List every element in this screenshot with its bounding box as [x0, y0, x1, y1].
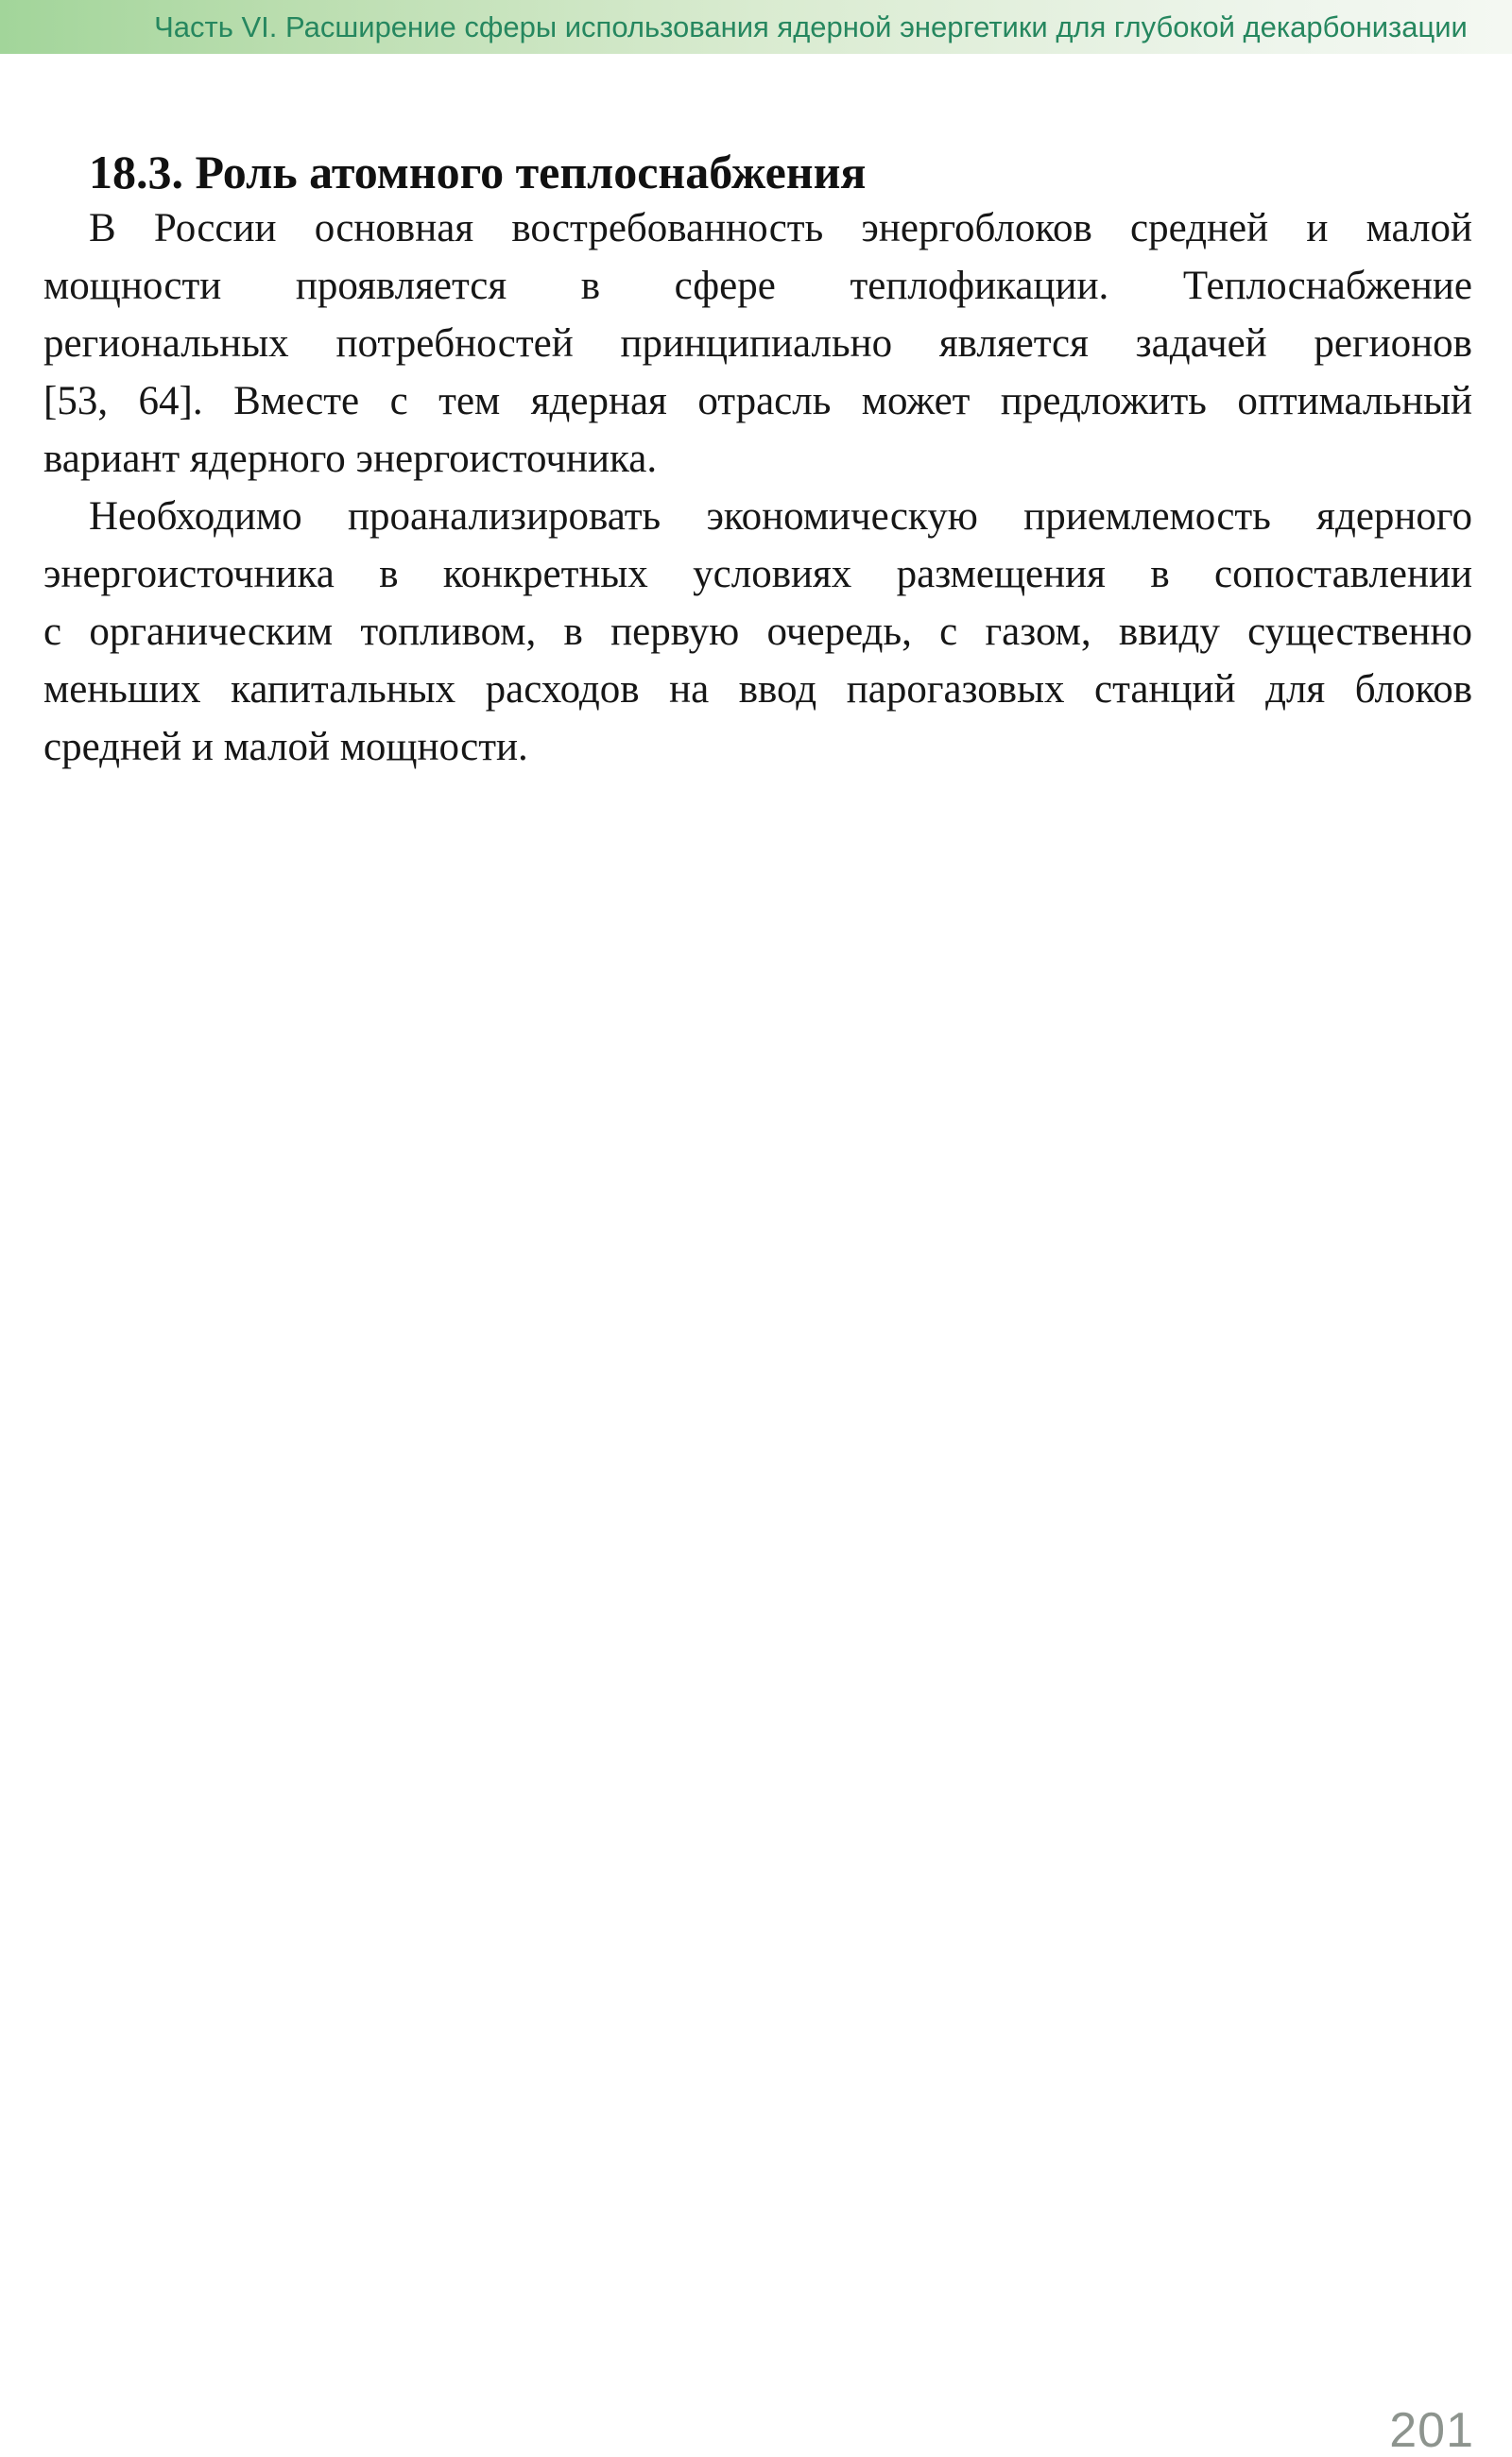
- page-content: [43, 145, 1472, 776]
- body-text: [43, 199, 1472, 776]
- text-line: с органическим топливом, в первую очередь, с газом, ввиду существенно: [43, 610, 1472, 654]
- page-number: 201: [1389, 2403, 1474, 2457]
- text-line: [53, 64]. Вместе с тем ядерная отрасль может предложить оптимальный: [43, 379, 1472, 423]
- text-line: В России основная востребованность энергоблоков средней и малой: [89, 206, 1472, 250]
- text-line: энергоисточника в конкретных условиях размещения в сопоставлении: [43, 552, 1472, 596]
- running-header: Часть VI. Расширение сферы использования ядерной энергетики для глубокой декарбонизации: [154, 9, 1468, 43]
- text-line: средней и малой мощности.: [43, 725, 528, 769]
- text-line: меньших капитальных расходов на ввод парогазовых станций для блоков: [43, 667, 1472, 712]
- page-header-band: [0, 0, 1512, 54]
- text-line: вариант ядерного энергоисточника.: [43, 437, 658, 481]
- section-title: 18.3. Роль атомного теплоснабжения: [89, 146, 867, 198]
- text-line: Необходимо проанализировать экономическую приемлемость ядерного: [89, 494, 1472, 539]
- text-line: мощности проявляется в сфере теплофикации. Теплоснабжение: [43, 264, 1472, 308]
- text-line: региональных потребностей принципиально является задачей регионов: [43, 321, 1472, 366]
